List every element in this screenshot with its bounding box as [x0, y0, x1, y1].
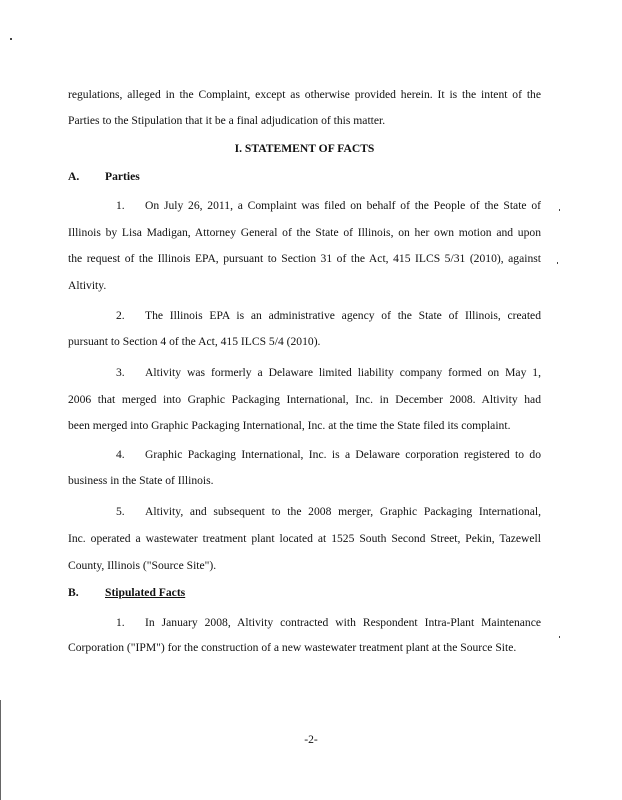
intro-line: regulations, alleged in the Complaint, except as otherwise provided herein. It is the intent of the: [68, 88, 541, 101]
scan-edge: [0, 700, 1, 800]
scan-speck: [10, 38, 12, 40]
paragraph-text: On July 26, 2011, a Complaint was filed on behalf of the People of the State of: [145, 199, 541, 212]
paragraph-line: business in the State of Illinois.: [68, 474, 214, 487]
paragraph-number: 1.: [116, 199, 125, 212]
paragraph-line: Illinois by Lisa Madigan, Attorney General of the State of Illinois, on her own motion and upon: [68, 226, 541, 239]
scan-speck: [559, 636, 560, 638]
subsection-title: Parties: [105, 170, 140, 183]
paragraph-line: the request of the Illinois EPA, pursuant to Section 31 of the Act, 415 ILCS 5/31 (2010), against: [68, 252, 541, 265]
paragraph-number: 5.: [116, 505, 125, 518]
paragraph-line: County, Illinois ("Source Site").: [68, 559, 217, 572]
subsection-title: Stipulated Facts: [105, 586, 186, 599]
paragraph-text: The Illinois EPA is an administrative agency of the State of Illinois, created: [145, 309, 541, 322]
section-heading: I. STATEMENT OF FACTS: [234, 142, 375, 155]
subsection-label: A.: [68, 170, 80, 183]
paragraph-line: Inc. operated a wastewater treatment plant located at 1525 South Second Street, Pekin, Tazewell: [68, 532, 541, 545]
paragraph-line: been merged into Graphic Packaging International, Inc. at the time the State filed its complaint.: [68, 419, 511, 432]
paragraph-text: Graphic Packaging International, Inc. is a Delaware corporation registered to do: [145, 448, 541, 461]
paragraph-line: 2006 that merged into Graphic Packaging International, Inc. in December 2008. Altivity had: [68, 393, 541, 406]
intro-line: Parties to the Stipulation that it be a final adjudication of this matter.: [68, 114, 386, 127]
paragraph-text: In January 2008, Altivity contracted with Respondent Intra-Plant Maintenance: [145, 616, 541, 629]
scan-speck: [557, 262, 558, 264]
paragraph-line: pursuant to Section 4 of the Act, 415 ILCS 5/4 (2010).: [68, 335, 321, 348]
paragraph-number: 2.: [116, 309, 125, 322]
paragraph-number: 4.: [116, 448, 125, 461]
paragraph-text: Altivity was formerly a Delaware limited liability company formed on May 1,: [145, 366, 541, 379]
paragraph-text: Altivity, and subsequent to the 2008 merger, Graphic Packaging International,: [145, 505, 541, 518]
subsection-label: B.: [68, 586, 79, 599]
scan-speck: [559, 209, 560, 211]
paragraph-number: 1.: [116, 616, 125, 629]
paragraph-line: Corporation ("IPM") for the construction of a new wastewater treatment plant at the Source Site.: [68, 641, 517, 654]
paragraph-number: 3.: [116, 366, 125, 379]
paragraph-line: Altivity.: [68, 279, 107, 292]
page-number: -2-: [304, 733, 318, 746]
